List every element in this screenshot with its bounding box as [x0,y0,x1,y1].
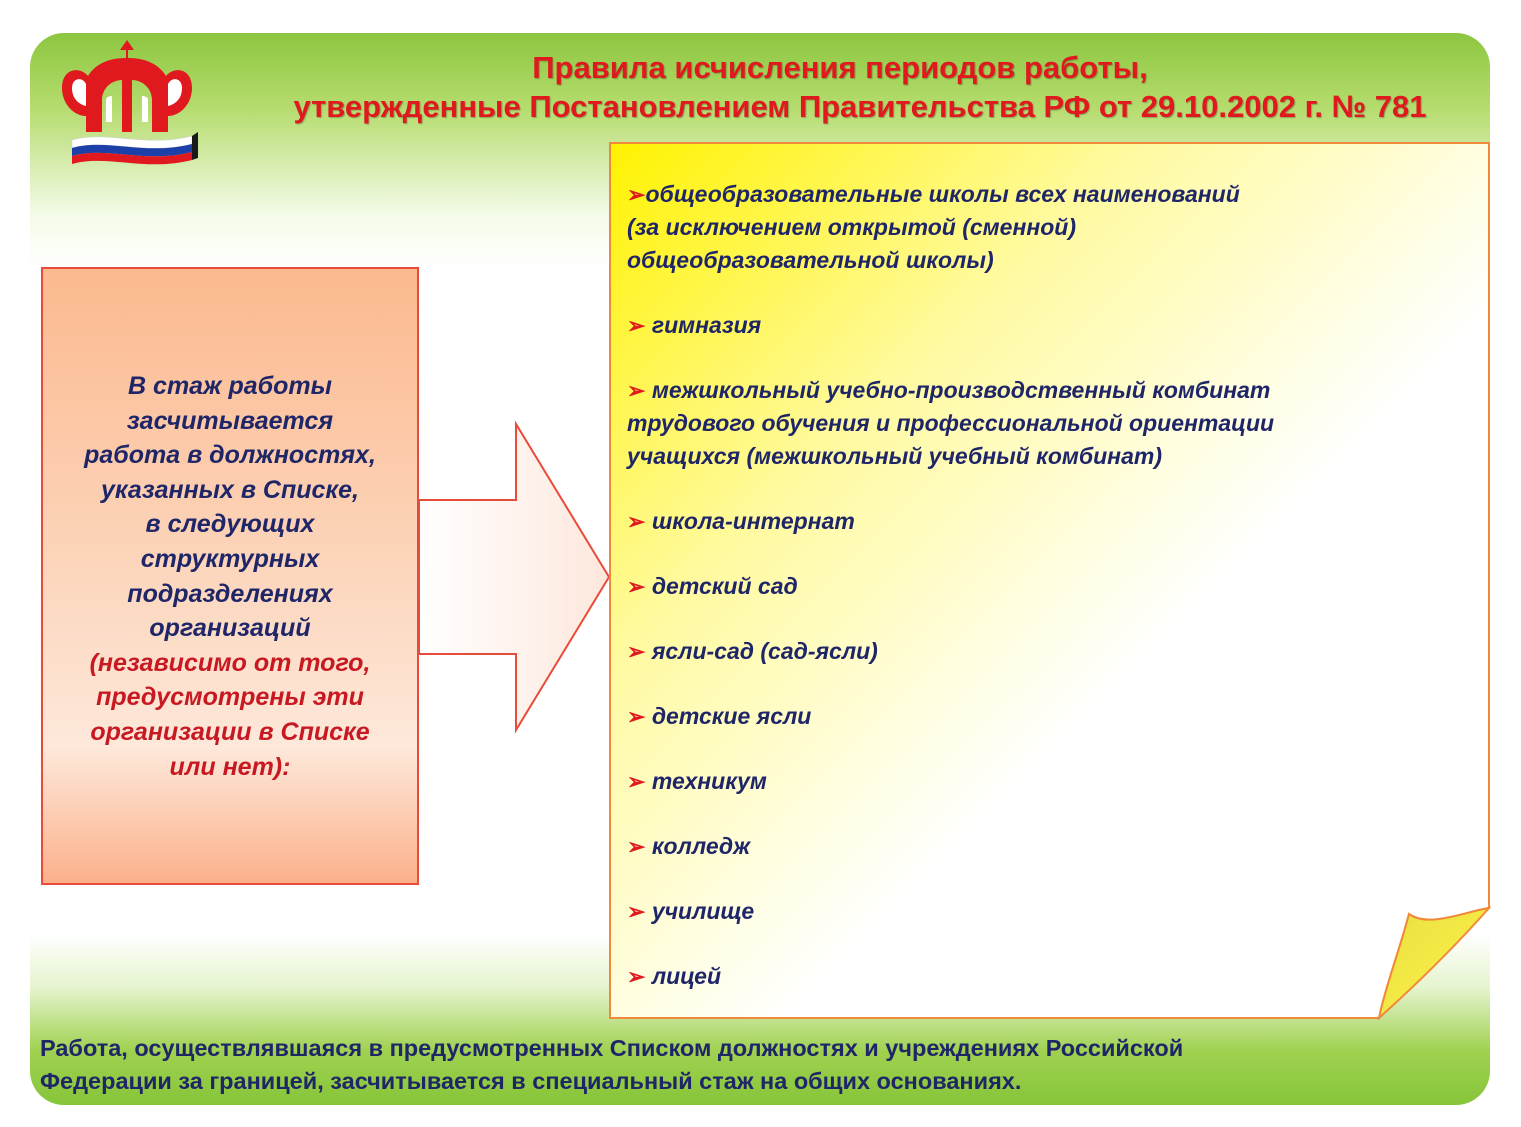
bullet-arrow-icon: ➢ [627,509,646,534]
right-arrow-icon [419,420,614,735]
list-item [627,960,1467,993]
list-item-text: межшкольный учебно-производственный комбинат [651,377,1271,403]
bullet-arrow-icon: ➢ [627,899,646,924]
bullet-arrow-icon: ➢ [627,313,646,338]
bullet-arrow-icon: ➢ [627,834,646,859]
bullet-arrow-icon: ➢ [627,964,646,989]
left-text-line: засчитывается [126,406,334,435]
left-text-line: в следующих [145,510,315,539]
list-item [627,178,1467,277]
left-highlight-line: или нет): [169,752,291,781]
left-highlight-line: (независимо от того, [89,648,371,677]
list-item-text: детский сад [651,573,798,599]
pfr-logo-icon [56,36,198,170]
footer-line-2: Федерации за границей, засчитывается в специальный стаж на общих основаниях. [40,1068,1022,1094]
left-text-line: работа в должностях, [84,441,376,470]
list-item-text: школа-интернат [651,508,855,534]
list-item [627,765,1467,798]
bullet-arrow-icon: ➢ [627,639,646,664]
list-item [627,830,1467,863]
list-item [627,570,1467,603]
list-item-text: (за исключением открытой (сменной) [627,214,1077,240]
list-item-text: общеобразовательные школы всех наименований [645,181,1240,207]
title-line-2: утвержденные Постановлением Правительства РФ от 29.10.2002 г. № 781 [293,89,1427,124]
footer-line-1: Работа, осуществлявшаяся в предусмотренных Списком должностях и учреждениях Российской [40,1035,1184,1061]
list-item-text: техникум [651,768,767,794]
left-text-line: организаций [149,614,311,643]
list-item-text: колледж [651,833,751,859]
bullet-arrow-icon: ➢ [627,769,646,794]
list-item-text: общеобразовательной школы) [627,247,994,273]
left-text-line: подразделениях [127,579,333,608]
list-item [627,700,1467,733]
list-item-text: детские ясли [651,703,812,729]
list-item [627,505,1467,538]
list-item [627,374,1467,473]
left-text-line: структурных [140,544,320,573]
bullet-arrow-icon: ➢ [627,574,646,599]
list-item [627,895,1467,928]
bullet-arrow-icon: ➢ [627,704,646,729]
list-item-text: ясли-сад (сад-ясли) [651,638,878,664]
left-text-line: указанных в Списке, [101,475,359,504]
left-highlight-line: организации в Списке [90,717,370,746]
footer-note [40,1032,1480,1098]
list-item-text: учащихся (межшкольный учебный комбинат) [627,443,1162,469]
list-item-text: гимназия [651,312,762,338]
bullet-arrow-icon: ➢ [627,182,646,207]
list-item [627,309,1467,342]
left-text-line: В стаж работы [128,372,332,400]
list-item-text: трудового обучения и профессиональной ориентации [627,410,1275,436]
bullet-arrow-icon: ➢ [627,378,646,403]
left-highlight-line: предусмотрены эти [96,683,364,712]
left-info-box [41,267,419,885]
left-info-text [43,369,417,784]
list-item-text: училище [651,898,755,924]
list-item [627,635,1467,668]
list-item-text: лицей [651,963,722,989]
title-line-1: Правила исчисления периодов работы, [532,50,1148,85]
institution-list [627,178,1467,993]
page-title [210,48,1470,126]
